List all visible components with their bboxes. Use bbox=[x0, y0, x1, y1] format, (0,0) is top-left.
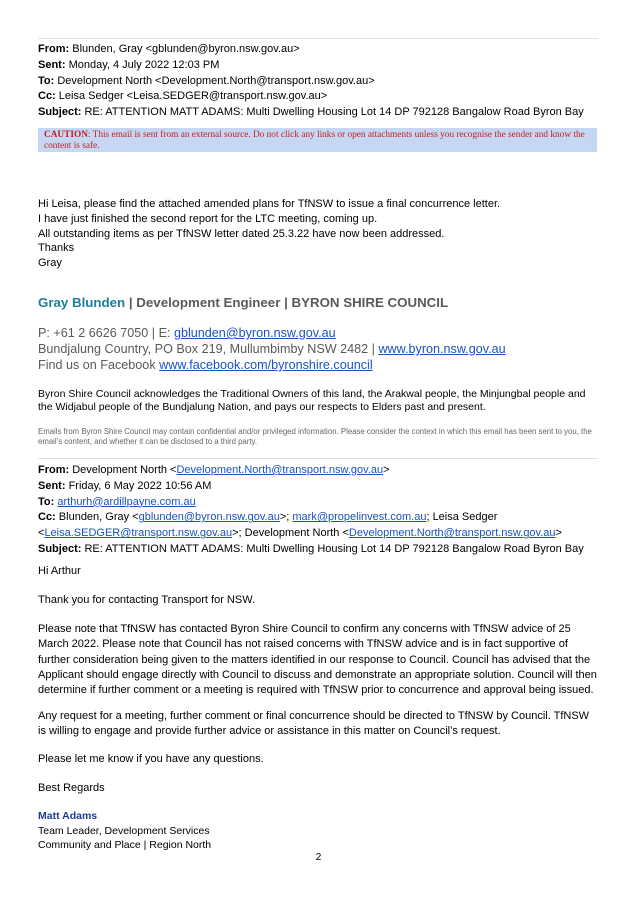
cc-line-cont: <Leisa.SEDGER@transport.nsw.gov.au>; Development North <Development.North@transport.nsw.gov.au> bbox=[38, 527, 562, 540]
cc-line: Cc: Blunden, Gray <gblunden@byron.nsw.gov.au>; mark@propelinvest.com.au; Leisa Sedger bbox=[38, 511, 498, 524]
greeting: Hi Arthur bbox=[38, 565, 81, 577]
body-line: I have just finished the second report for the LTC meeting, coming up. bbox=[38, 212, 378, 225]
acknowledgement-text: Byron Shire Council acknowledges the Traditional Owners of this land, the Arakwal people, the Minjungbal people and the Widjabul people of the Bundjalung Nation, and pays our respects to Elders past and present. bbox=[38, 388, 586, 413]
signature-role: Team Leader, Development Services bbox=[38, 824, 210, 837]
signature-contact bbox=[38, 325, 506, 373]
body-line: Hi Leisa, please find the attached amended plans for TfNSW to issue a final concurrence letter. bbox=[38, 198, 501, 210]
address-line: Bundjalung Country, PO Box 219, Mullumbimby NSW 2482 | www.byron.nsw.gov.au bbox=[38, 342, 506, 356]
email-header-1 bbox=[38, 42, 608, 121]
email-link[interactable]: gblunden@byron.nsw.gov.au bbox=[173, 326, 336, 340]
top-divider bbox=[38, 38, 598, 39]
subject-line: Subject: RE: ATTENTION MATT ADAMS: Multi Dwelling Housing Lot 14 DP 792128 Bangalow Road Byron Bay bbox=[38, 542, 584, 555]
facebook-link[interactable]: www.facebook.com/byronshire.council bbox=[159, 358, 373, 372]
signature-name: Matt Adams bbox=[38, 810, 98, 822]
disclaimer-text: Emails from Byron Shire Council may contain confidential and/or privileged information. Please consider the context in which this email has been sent to you, the email’s content, and whether it can be disclosed to a third party. bbox=[38, 427, 592, 446]
body-line: All outstanding items as per TfNSW letter dated 25.3.22 have now been addressed. bbox=[38, 227, 445, 240]
signature-heading bbox=[38, 295, 448, 310]
subject-line: Subject: RE: ATTENTION MATT ADAMS: Multi Dwelling Housing Lot 14 DP 792128 Bangalow Road Byron Bay bbox=[38, 106, 584, 119]
paragraph-4: Please let me know if you have any questions. bbox=[38, 753, 264, 765]
phone-line: P: +61 2 6626 7050 | E: gblunden@byron.nsw.gov.au bbox=[38, 326, 336, 340]
paragraph-3: Any request for a meeting, further comment or final concurrence should be directed to TfNSW by Council. TfNSW is willing to engage and provide further advice or assistance in this matter on Council’s request. bbox=[38, 710, 590, 738]
to-line: To: arthurh@ardillpayne.com.au bbox=[38, 495, 196, 508]
cc-line: Cc: Leisa Sedger <Leisa.SEDGER@transport.nsw.gov.au> bbox=[38, 90, 328, 103]
page-number: 2 bbox=[315, 852, 322, 863]
paragraph-1: Thank you for contacting Transport for NSW. bbox=[38, 594, 256, 606]
email-link[interactable]: mark@propelinvest.com.au bbox=[292, 511, 427, 524]
sent-line: Sent: Friday, 6 May 2022 10:56 AM bbox=[38, 479, 212, 492]
caution-banner: CAUTION: This email is sent from an external source. Do not click any links or open attachments unless you recognise the sender and know the content is safe. bbox=[38, 128, 597, 152]
email-link[interactable]: Leisa.SEDGER@transport.nsw.gov.au bbox=[44, 527, 233, 540]
email-body-1 bbox=[38, 197, 598, 271]
email-link[interactable]: arthurh@ardillpayne.com.au bbox=[57, 495, 196, 508]
signature-2 bbox=[38, 809, 211, 853]
facebook-line: Find us on Facebook www.facebook.com/byronshire.council bbox=[38, 358, 373, 372]
from-line: From: Blunden, Gray <gblunden@byron.nsw.gov.au> bbox=[38, 43, 300, 55]
sent-line: Sent: Monday, 4 July 2022 12:03 PM bbox=[38, 58, 220, 71]
to-line: To: Development North <Development.North@transport.nsw.gov.au> bbox=[38, 74, 375, 87]
paragraph-2: Please note that TfNSW has contacted Byron Shire Council to confirm any concerns with TfNSW advice of 25 March 2022. Please note that Council has not raised concerns with TfNSW advice and is in fact supportive of further consideration being given to the matters identified in our response to Council. Council has advised that the Applicant should engage directly with Council to discuss and demonstrate an appropriate solution. Council will then determine if further comment or a meeting is required with TfNSW prior to concurrence and approval being issued. bbox=[38, 623, 597, 697]
email-header-2 bbox=[38, 463, 608, 558]
body-line: Thanks bbox=[38, 242, 75, 255]
email-link[interactable]: Development.North@transport.nsw.gov.au bbox=[348, 527, 556, 540]
signature-title: | Development Engineer | BYRON SHIRE COUNCIL bbox=[125, 295, 449, 310]
body-line: Gray bbox=[38, 257, 62, 270]
mid-divider bbox=[38, 458, 598, 459]
from-line: From: Development North <Development.North@transport.nsw.gov.au> bbox=[38, 464, 390, 476]
signature-name: Gray Blunden bbox=[38, 295, 126, 310]
website-link[interactable]: www.byron.nsw.gov.au bbox=[378, 342, 506, 356]
email-link[interactable]: Development.North@transport.nsw.gov.au bbox=[176, 464, 384, 476]
email-link[interactable]: gblunden@byron.nsw.gov.au bbox=[138, 511, 280, 524]
signature-unit: Community and Place | Region North bbox=[38, 839, 212, 851]
paragraph-5: Best Regards bbox=[38, 782, 105, 794]
